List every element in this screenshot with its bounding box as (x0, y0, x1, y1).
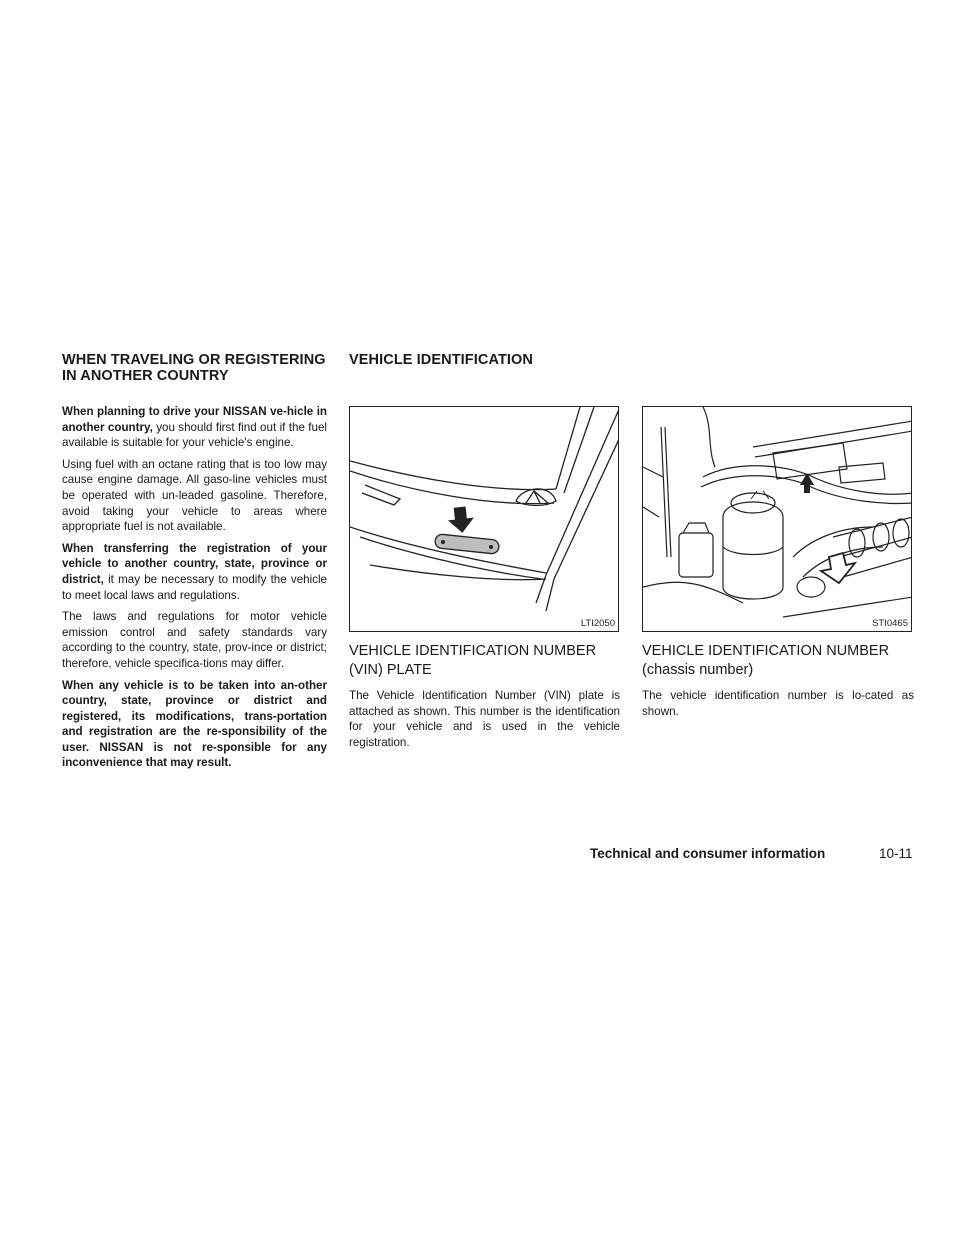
paragraph-planning-text: you should first find out if the fuel available is suitable for your vehicle's engine. (62, 420, 327, 450)
engine-bay-drawing (643, 407, 912, 632)
paragraph-planning (62, 404, 327, 451)
page-footer (590, 846, 920, 861)
chassis-number-illustration (642, 406, 912, 632)
paragraph-transferring (62, 541, 327, 603)
paragraph-octane: Using fuel with an octane rating that is too low may cause engine damage. All gaso-line vehicles must be operated with un-leaded gasoline. Therefore, avoid taking your vehicle to areas where appropriate fuel is not available. (62, 457, 327, 534)
paragraph-transferring-text: it may be necessary to modify the vehicle to meet local laws and regulations. (62, 572, 327, 602)
chassis-number-paragraph: The vehicle identification number is lo-cated as shown. (642, 689, 914, 718)
footer-section-title: Technical and consumer information (590, 846, 826, 861)
middle-column (349, 352, 620, 756)
paragraph-planning-bold: When planning to drive your NISSAN ve-hicle in another country, (62, 405, 327, 434)
figure-code: LTI2050 (580, 618, 615, 629)
section-heading-vehicle-identification: VEHICLE IDENTIFICATION (349, 352, 533, 368)
paragraph-responsibility-bold: When any vehicle is to be taken into an-other country, state, province or district and registered, its modifications, trans-portation and registration are the re-sponsibility of the user. NISSAN is not re-sponsible for any inconvenience that may result. (62, 678, 327, 770)
vin-plate-drawing (350, 407, 619, 632)
paragraph-responsibility (62, 678, 327, 772)
paragraph-transferring-bold: When transferring the registration of your vehicle to another country, state, province or district, (62, 541, 327, 586)
chassis-number-subheading: VEHICLE IDENTIFICATION NUMBER (chassis number) (642, 643, 890, 678)
paragraph-laws: The laws and regulations for motor vehicle emission control and safety standards vary according to the country, state, prov-ince or district; therefore, vehicle specifica-tions may differ. (62, 610, 327, 670)
vin-plate-subheading: VEHICLE IDENTIFICATION NUMBER (VIN) PLATE (349, 643, 597, 678)
section-heading-traveling: WHEN TRAVELING OR REGISTERING IN ANOTHER COUNTRY (62, 352, 326, 384)
vin-plate-illustration (349, 406, 619, 632)
vin-plate-paragraph: The Vehicle Identification Number (VIN) plate is attached as shown. This number is the identification for your vehicle and is used in the vehicle registration. (349, 689, 620, 749)
figure-code: STI0465 (872, 618, 908, 629)
page-number: 10-11 (879, 846, 913, 861)
left-column (62, 352, 327, 777)
right-column (642, 406, 914, 725)
